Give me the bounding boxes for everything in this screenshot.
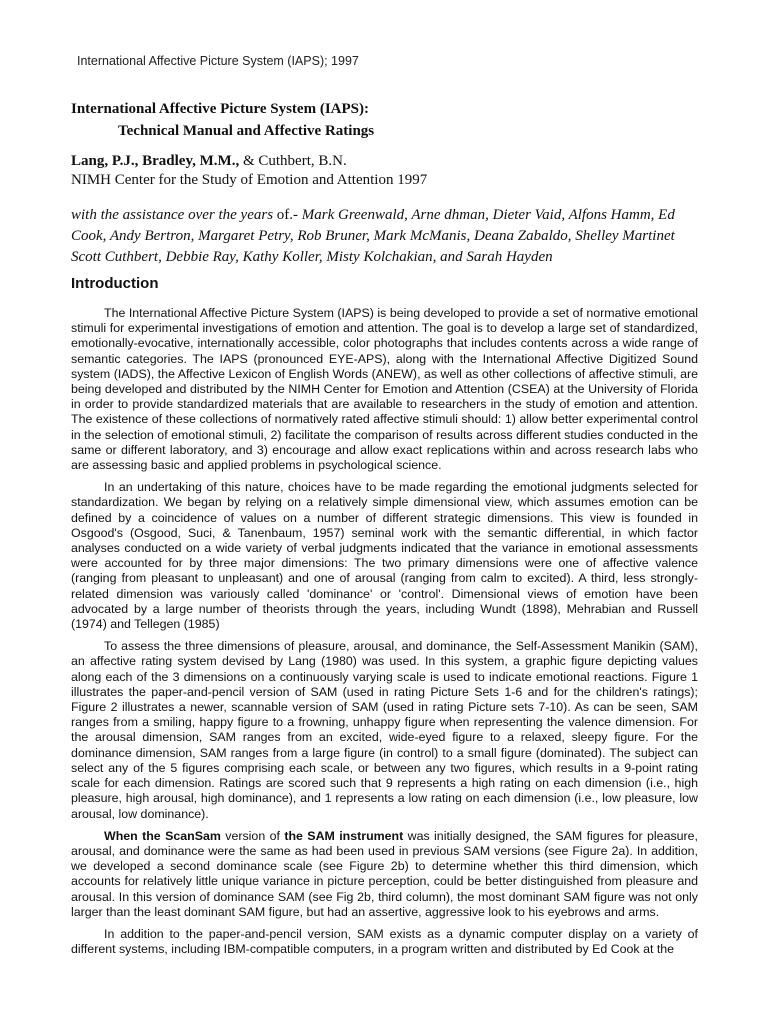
paragraph-4-bold-1: When the ScanSam bbox=[104, 828, 221, 843]
paragraph-3: To assess the three dimensions of pleasure, arousal, and dominance, the Self-Assessment Manikin (SAM), an affective rating system devised by Lang (1980) was used. In this system, a graphic figure depicting values along each of the 3 dimensions on a continuously varying scale is used to indicate emotional reactions. Figure 1 illustrates the paper-and-pencil version of SAM (used in rating Picture Sets 1-6 and for the children's ratings); Figure 2 illustrates a newer, scannable version of SAM (used in rating Picture sets 7-10). As can be seen, SAM ranges from a smiling, happy figure to a frowning, unhappy figure when representing the valence dimension. For the arousal dimension, SAM ranges from an excited, wide-eyed figure to a relaxed, sleepy figure. For the dominance dimension, SAM ranges from a large figure (in control) to a small figure (dominated). The subject can select any of the 5 figures comprising each scale, or between any two figures, which results in a 9-point rating scale for each dimension. Ratings are scored such that 9 represents a high rating on each dimension (i.e., high pleasure, high arousal, high dominance), and 1 represents a low rating on each dimension (i.e., low pleasure, low arousal, low dominance). bbox=[71, 639, 698, 821]
body-text bbox=[71, 306, 698, 964]
author-affiliation: NIMH Center for the Study of Emotion and Attention 1997 bbox=[71, 172, 428, 188]
paragraph-4-bold-2: the SAM instrument bbox=[284, 828, 404, 843]
paragraph-1: The International Affective Picture System (IAPS) is being developed to provide a set of normative emotional stimuli for experimental investigations of emotion and attention. The goal is to develop a large set of standardized, emotionally-evocative, internationally accessible, color photographs that includes contents across a wide range of semantic categories. The IAPS (pronounced EYE-APS), along with the International Affective Digitized Sound system (IADS), the Affective Lexicon of English Words (ANEW), as well as other collections of affective stimuli, are being developed and distributed by the NIMH Center for Emotion and Attention (CSEA) at the University of Florida in order to provide standardized materials that are available to researchers in the study of emotion and attention. The existence of these collections of normatively rated affective stimuli should: 1) allow better experimental control in the selection of emotional stimuli, 2) facilitate the comparison of results across different studies conducted in the same or different laboratory, and 3) encourage and allow exact replications within and across research labs who are assessing basic and applied problems in psychological science. bbox=[71, 306, 698, 473]
title-line-2: Technical Manual and Affective Ratings bbox=[118, 123, 375, 139]
paragraph-2: In an undertaking of this nature, choices have to be made regarding the emotional judgments selected for standardization. We began by relying on a relatively simple dimensional view, which assumes emotion can be defined by a coincidence of values on a number of different strategic dimensions. This view is founded in Osgood's (Osgood, Suci, & Tanenbaum, 1957) seminal work with the semantic differential, in which factor analyses conducted on a wide variety of verbal judgments indicated that the variance in emotional assessments were accounted for by three major dimensions: The two primary dimensions were one of affective valence (ranging from pleasant to unpleasant) and one of arousal (ranging from calm to excited). A third, less strongly-related dimension was variously called 'dominance' or 'control'. Dimensional views of emotion have been advocated by a large number of theorists through the years, including Wundt (1898), Mehrabian and Russell (1974) and Tellegen (1985) bbox=[71, 480, 698, 632]
running-header: International Affective Picture System (IAPS); 1997 bbox=[77, 54, 359, 68]
document-title bbox=[71, 98, 711, 142]
title-line-1: International Affective Picture System (IAPS): bbox=[71, 101, 369, 117]
paragraph-4 bbox=[71, 829, 698, 920]
acknowledgement-of: of.- bbox=[276, 207, 299, 223]
acknowledgement-names: Mark Greenwald, Arne dhman, Dieter Vaid, Alfons Hamm, Ed Cook, Andy Bertron, Margaret Petry, Rob Bruner, Mark McManis, Deana Zabaldo, Shelley Martinet Scott Cuthbert, Debbie Ray, Kathy Koller, Misty Kolchakian, and Sarah Hayden bbox=[71, 207, 675, 265]
author-names-bold: Lang, P.J., Bradley, M.M., bbox=[71, 153, 240, 169]
paragraph-4-text-2: was initially designed, the SAM figures for pleasure, arousal, and dominance were the same as had been used in previous SAM versions (see Figure 2a). In addition, we developed a second dominance scale (see Figure 2b) to determine whether this third dimension, which accounts for relatively little unique variance in picture perception, could be better distinguished from pleasure and arousal. In this version of dominance SAM (see Fig 2b, third column), the most dominant SAM figure was not only larger than the least dominant SAM figure, but had an assertive, aggressive look to his eyebrows and arms. bbox=[71, 828, 699, 919]
author-names bbox=[71, 152, 711, 171]
author-block bbox=[71, 152, 711, 190]
paragraph-5: In addition to the paper-and-pencil version, SAM exists as a dynamic computer display on a variety of different systems, including IBM-compatible computers, in a program written and distributed by Ed Cook at the bbox=[71, 926, 698, 957]
author-names-rest: & Cuthbert, B.N. bbox=[239, 153, 347, 169]
paragraph-4-text-1: version of bbox=[220, 828, 285, 843]
acknowledgement-lead: with the assistance over the years bbox=[71, 207, 277, 223]
acknowledgement-block bbox=[71, 205, 701, 268]
section-heading-introduction: Introduction bbox=[71, 275, 159, 292]
